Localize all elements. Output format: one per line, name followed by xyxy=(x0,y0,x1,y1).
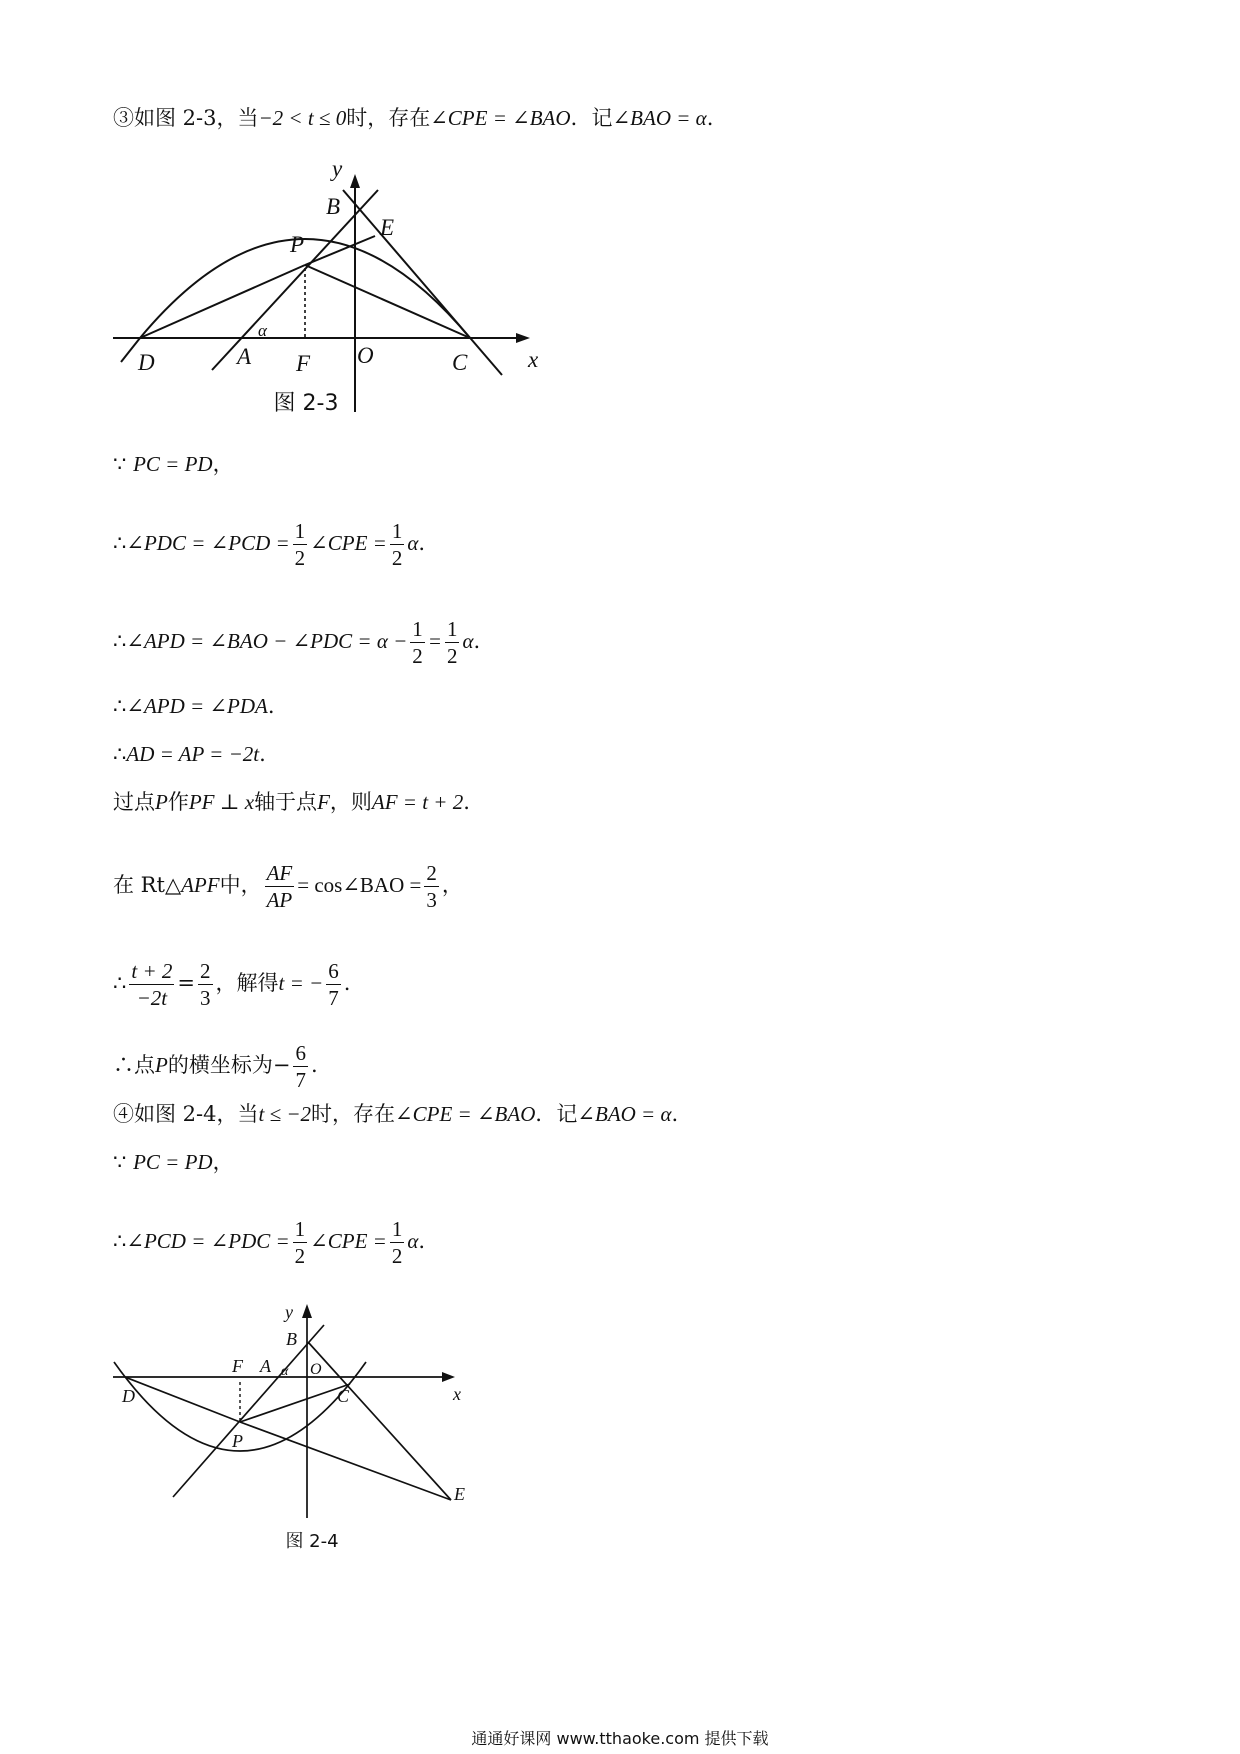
figure-2-4 xyxy=(105,1290,485,1560)
angle-apd-line: ∴∠APD = ∠BAO − ∠PDC = α − $\frac{1}{2}$ = $\frac{1}{2}$ α. xyxy=(113,617,481,668)
x-axis-arrow xyxy=(442,1372,455,1382)
angle-apd-pda-line: ∴∠APD = ∠PDA. xyxy=(113,694,275,718)
label-d: D xyxy=(138,350,155,375)
fraction-half: $\frac{1}{2}$ xyxy=(391,1217,403,1268)
perpendicular-pf-line: 过点P作PF ⊥ x轴于点F，则AF = t + 2. xyxy=(113,790,470,814)
label-d: D xyxy=(122,1386,135,1406)
fraction-two-thirds: $\frac{2}{3}$ xyxy=(426,861,437,912)
label-b: B xyxy=(326,194,341,219)
segment-pc xyxy=(305,265,470,338)
label-p: P xyxy=(232,1431,243,1451)
label-p: P xyxy=(290,232,305,257)
fraction-six-sevenths: $\frac{6}{7}$ xyxy=(328,959,339,1010)
label-a: A xyxy=(260,1356,271,1376)
label-c: C xyxy=(452,350,468,375)
fraction-half: $\frac{1}{2}$ xyxy=(446,617,458,668)
angle-pcd-line: ∴∠PCD = ∠PDC = $\frac{1}{2}$ ∠CPE = $\frac{1}{2}$ α. xyxy=(113,1217,426,1268)
label-x: x xyxy=(528,347,539,372)
y-axis-arrow xyxy=(350,174,360,188)
fraction-t-expression: $\frac{t + 2}{-2t}$ xyxy=(131,959,173,1010)
label-b: B xyxy=(286,1329,297,1349)
figure-2-4-caption: 图 2-4 xyxy=(285,1531,339,1552)
label-y: y xyxy=(332,156,343,181)
line-ab xyxy=(212,190,378,370)
solve-t-line: ∴ $\frac{t + 2}{-2t}$ = $\frac{2}{3}$ ，解得t = − $\frac{6}{7}$ . xyxy=(113,959,351,1010)
segment-dp xyxy=(125,1377,240,1422)
cos-line: 在 Rt△APF中， $\frac{AF}{AP}$ = cos∠BAO = $\frac{2}{3}$ ， xyxy=(113,861,463,912)
angle-pdc-line: ∴∠PDC = ∠PCD = $\frac{1}{2}$ ∠CPE = $\frac{1}{2}$ α. xyxy=(113,519,426,570)
label-f: F xyxy=(232,1356,243,1376)
fraction-half: $\frac{1}{2}$ xyxy=(412,617,423,668)
fraction-two-thirds: $\frac{2}{3}$ xyxy=(200,959,211,1010)
segment-pe xyxy=(240,1422,451,1500)
label-y: y xyxy=(285,1302,293,1322)
label-o: O xyxy=(357,343,374,368)
label-x: x xyxy=(453,1384,461,1404)
x-axis-arrow xyxy=(516,333,530,343)
label-a: A xyxy=(237,344,252,369)
label-e: E xyxy=(380,215,395,240)
because-pc-pd-2: ∵ PC = PD， xyxy=(113,1150,234,1174)
page-footer: 通通好课网 www.tthaoke.com 提供下载 xyxy=(471,1729,769,1748)
label-alpha: α xyxy=(258,321,267,340)
label-e: E xyxy=(454,1484,465,1504)
label-f: F xyxy=(296,351,311,376)
y-axis-arrow xyxy=(302,1304,312,1318)
case-3-heading: ③如图 2-3，当−2 < t ≤ 0时，存在∠CPE = ∠BAO．记∠BAO = α. xyxy=(113,106,714,130)
chord-pd xyxy=(140,265,305,338)
p-abscissa-line: ∴点P的横坐标为− $\frac{6}{7}$ . xyxy=(113,1041,318,1092)
line-pab xyxy=(173,1325,324,1497)
fraction-half: $\frac{1}{2}$ xyxy=(391,519,403,570)
case-4-heading: ④如图 2-4，当t ≤ −2时，存在∠CPE = ∠BAO．记∠BAO = α. xyxy=(113,1102,679,1126)
figure-2-3-caption: 图 2-3 xyxy=(273,391,339,416)
label-c: C xyxy=(337,1386,350,1406)
fraction-half: $\frac{1}{2}$ xyxy=(294,519,306,570)
label-alpha: α xyxy=(281,1364,289,1379)
ad-ap-line: ∴AD = AP = −2t. xyxy=(113,742,266,766)
fraction-half: $\frac{1}{2}$ xyxy=(294,1217,306,1268)
figure-2-3 xyxy=(105,150,555,420)
fraction-af-ap: $\frac{AF}{AP}$ xyxy=(266,861,293,912)
line-bce xyxy=(308,1342,451,1500)
fraction-six-sevenths: $\frac{6}{7}$ xyxy=(295,1041,306,1092)
because-pc-pd-1: ∵ PC = PD， xyxy=(113,452,234,476)
label-o: O xyxy=(310,1361,322,1378)
